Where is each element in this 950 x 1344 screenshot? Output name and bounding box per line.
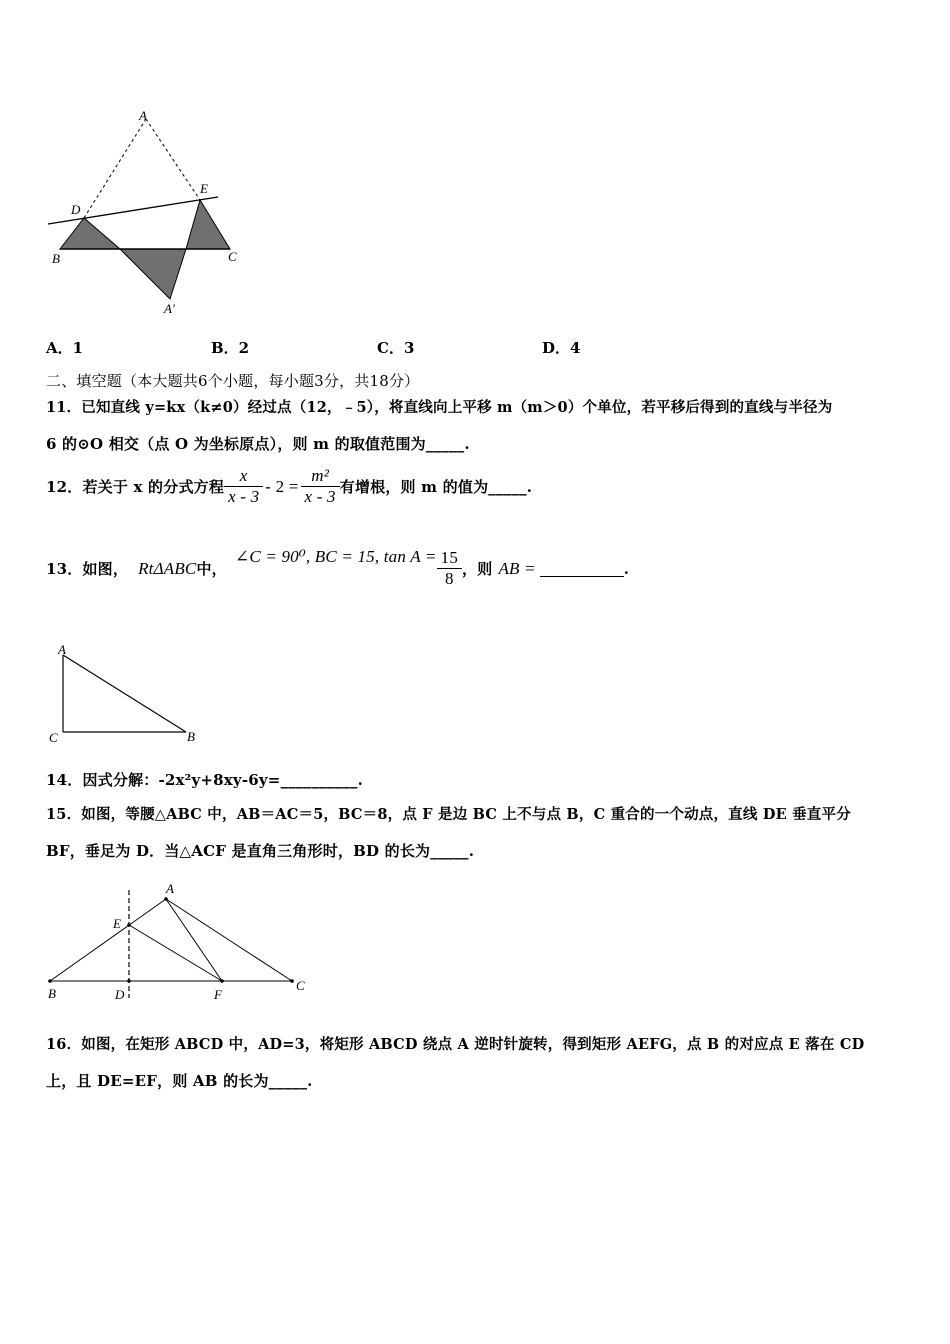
label-F: F (214, 987, 222, 1002)
q12-fraction-left (224, 466, 263, 507)
q12 (46, 466, 532, 507)
q13-frac-num: 15 (440, 548, 459, 567)
label-B: B (48, 986, 56, 1001)
label-C: C (49, 730, 58, 745)
q13-fraction (437, 548, 462, 589)
figure-right-triangle (45, 640, 210, 750)
side-AB (63, 655, 186, 732)
q12-suffix: 有增根，则 m 的值为_____. (339, 478, 533, 496)
point-B (48, 979, 52, 983)
point-C (290, 979, 294, 983)
figure-folded-triangle (40, 105, 250, 320)
label-B: B (52, 251, 60, 266)
shaded-triangle-YEC (186, 200, 230, 249)
choice-b: B．2 (211, 339, 250, 357)
segment-EF (129, 925, 222, 981)
label-B: B (187, 729, 195, 744)
label-E: E (200, 181, 208, 196)
q13-ab: AB = (498, 558, 536, 578)
label-A: A (58, 642, 66, 657)
choice-d: D．4 (542, 339, 581, 357)
q13-condition: ∠C = 90⁰, BC = 15, tan A = (234, 546, 437, 566)
q13-mid: 中， (196, 560, 227, 578)
q12-frac2-den: x - 3 (301, 486, 340, 507)
q11-line2: 6 的⊙O 相交（点 O 为坐标原点），则 m 的取值范围为_____. (46, 435, 470, 453)
q16-line1: 16．如图，在矩形 ABCD 中，AD=3，将矩形 ABCD 绕点 A 逆时针旋转，得到矩形 AEFG，点 B 的对应点 E 落在 CD (46, 1036, 865, 1053)
q12-prefix: 12．若关于 x 的分式方程 (46, 478, 225, 496)
q13-frac-den: 8 (437, 568, 462, 589)
label-D: D (71, 202, 81, 217)
q13-prefix: 13．如图， (46, 560, 129, 578)
label-A-prime: A′ (164, 301, 175, 316)
dashed-line-AE (146, 119, 200, 200)
point-F (220, 979, 224, 983)
shaded-triangle-XAprimeY (120, 249, 186, 299)
q11-line1: 11．已知直线 y=kx（k≠0）经过点（12，﹣5），将直线向上平移 m（m＞0）个单位，若平移后得到的直线与半径为 (46, 399, 833, 416)
choice-c: C．3 (377, 339, 415, 357)
shaded-triangle-DBX (60, 218, 120, 249)
q13-end: . (623, 559, 630, 578)
label-E: E (113, 916, 121, 931)
label-A: A (166, 881, 174, 896)
q16-line2: 上，且 DE=EF，则 AB 的长为_____. (46, 1072, 313, 1090)
q13-triangle: RtΔABC (138, 558, 197, 578)
q12-frac1-den: x - 3 (224, 486, 263, 507)
label-C: C (296, 978, 305, 993)
q13 (46, 548, 629, 589)
q15-line2: BF，垂足为 D．当△ACF 是直角三角形时，BD 的长为_____. (46, 842, 475, 860)
q12-fraction-right (301, 466, 340, 507)
section-title: 二、填空题（本大题共6个小题，每小题3分，共18分） (46, 372, 420, 390)
q15-line1: 15．如图，等腰△ABC 中，AB＝AC＝5，BC＝8，点 F 是边 BC 上不与点 B，C 重合的一个动点，直线 DE 垂直平分 (46, 806, 851, 823)
q12-frac1-num: x (239, 466, 248, 485)
q12-frac2-num: m² (311, 466, 330, 485)
segment-AF (166, 899, 222, 981)
choice-a: A．1 (46, 339, 84, 357)
label-C: C (228, 249, 237, 264)
q12-middle: - 2 = (265, 476, 299, 496)
point-A (164, 897, 168, 901)
point-D (127, 979, 131, 983)
side-BA (50, 899, 166, 981)
side-AC (166, 899, 292, 981)
point-E (127, 923, 131, 927)
q14: 14．因式分解：-2x²y+8xy-6y=__________. (46, 771, 363, 789)
figure-isosceles-triangle (40, 878, 320, 1006)
label-A: A (139, 108, 147, 123)
dashed-line-DA (84, 119, 146, 218)
label-D: D (115, 987, 125, 1002)
q13-answer-blank[interactable] (540, 560, 624, 577)
q13-then: ，则 (462, 560, 493, 578)
